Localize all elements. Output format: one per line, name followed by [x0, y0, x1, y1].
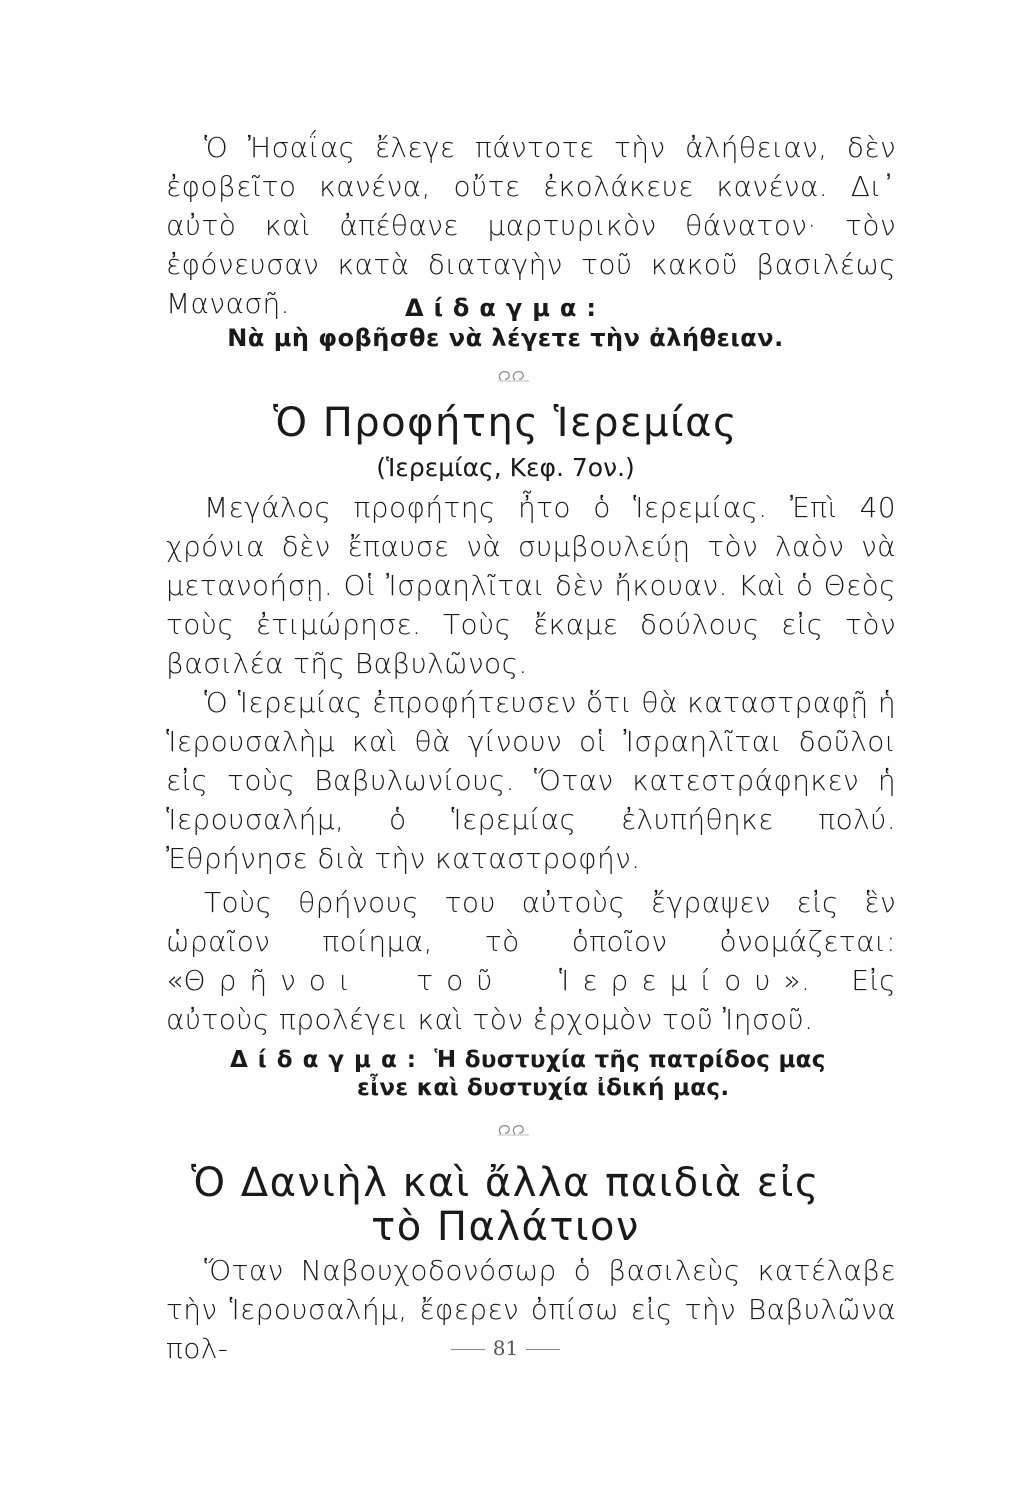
- chapter-title-daniel-line-1: Ὁ Δανιὴλ καὶ ἄλλα παιδιὰ εἰς: [191, 1160, 820, 1206]
- chapter-title-jeremiah: Ὁ Προφήτης Ἱερεμίας: [273, 400, 738, 446]
- page-number-value: 81: [492, 1336, 519, 1360]
- ornament-icon: [495, 366, 535, 386]
- paragraph-jeremiah-2: Ὁ Ἱερεμίας ἐπροφήτευσεν ὅτι θὰ καταστραφῇ ἡ Ἱερουσαλὴμ καὶ θὰ γίνουν οἱ Ἰσραηλῖται δοῦλοι εἰς τοὺς Βαβυλωνίους. Ὅταν κατεστράφηκεν ἡ Ἱερουσαλήμ, ὁ Ἱερεμίας ἐλυπήθηκε πολύ. Ἐθρήνησε διὰ τὴν καταστροφήν.: [166, 686, 896, 875]
- ornament-icon: [495, 1120, 535, 1140]
- page-number-dash-left: [451, 1349, 485, 1350]
- lesson-label-1: Δίδαγμα:: [405, 294, 606, 322]
- lamentations-title: Θρῆνοι τοῦ Ἱερεμίου: [183, 964, 784, 997]
- lesson-text-1: Νὰ μὴ φοβῆσθε νὰ λέγετε τὴν ἀλήθειαν.: [227, 324, 784, 352]
- lesson-2-line-1: Ἡ δυστυχία τῆς πατρίδος μας: [434, 1047, 826, 1073]
- lesson-2-line-2: εἶνε καὶ δυστυχία ἰδική μας.: [357, 1075, 730, 1101]
- paragraph-jeremiah-3-end: ». Εἰς αὐτοὺς προλέγει καὶ τὸν ἐρχομὸν τοῦ Ἰησοῦ.: [166, 964, 896, 1036]
- paragraph-jeremiah-3: [166, 883, 896, 1039]
- paragraph-isaiah: Ὁ Ἠσαΐας ἔλεγε πάντοτε τὴν ἀλήθειαν, δὲν ἐφοβεῖτο κανένα, οὔτε ἐκολάκευε κανένα. Δι᾽ αὐτὸ καὶ ἀπέθανε μαρτυρικὸν θάνατον· τὸν ἐφόνευσαν κατὰ διαταγὴν τοῦ κακοῦ βασιλέως Μανασῆ.: [166, 131, 896, 320]
- page-number: [0, 1336, 1011, 1360]
- paragraph-daniel: Ὅταν Ναβουχοδονόσωρ ὁ βασιλεὺς κατέλαβε τὴν Ἱερουσαλήμ, ἔφερεν ὀπίσω εἰς τὴν Βαβυλῶνα πολ-: [166, 1254, 896, 1365]
- chapter-reference: (Ἱερεμίας, Κεφ. 7ον.): [376, 453, 635, 482]
- page-number-dash-right: [526, 1349, 560, 1350]
- paragraph-jeremiah-1: Μεγάλος προφήτης ἦτο ὁ Ἱερεμίας. Ἐπὶ 40 χρόνια δὲν ἔπαυσε νὰ συμβουλεύῃ τὸν λαὸν νὰ μετανοήσῃ. Οἱ Ἰσραηλῖται δὲν ἤκουαν. Καὶ ὁ Θεὸς τοὺς ἐτιμώρησε. Τοὺς ἔκαμε δούλους εἰς τὸν βασιλέα τῆς Βαβυλῶνος.: [166, 491, 896, 680]
- paragraph-jeremiah-3-start: Τοὺς θρήνους του αὐτοὺς ἔγραψεν εἰς ἓν ὡραῖον ποίημα, τὸ ὁποῖον ὀνομάζεται: «: [166, 886, 896, 997]
- lesson-label-2: Δίδαγμα:: [230, 1047, 426, 1073]
- chapter-title-daniel-line-2: τὸ Παλάτιον: [371, 1204, 640, 1250]
- lesson-2: [230, 1046, 850, 1102]
